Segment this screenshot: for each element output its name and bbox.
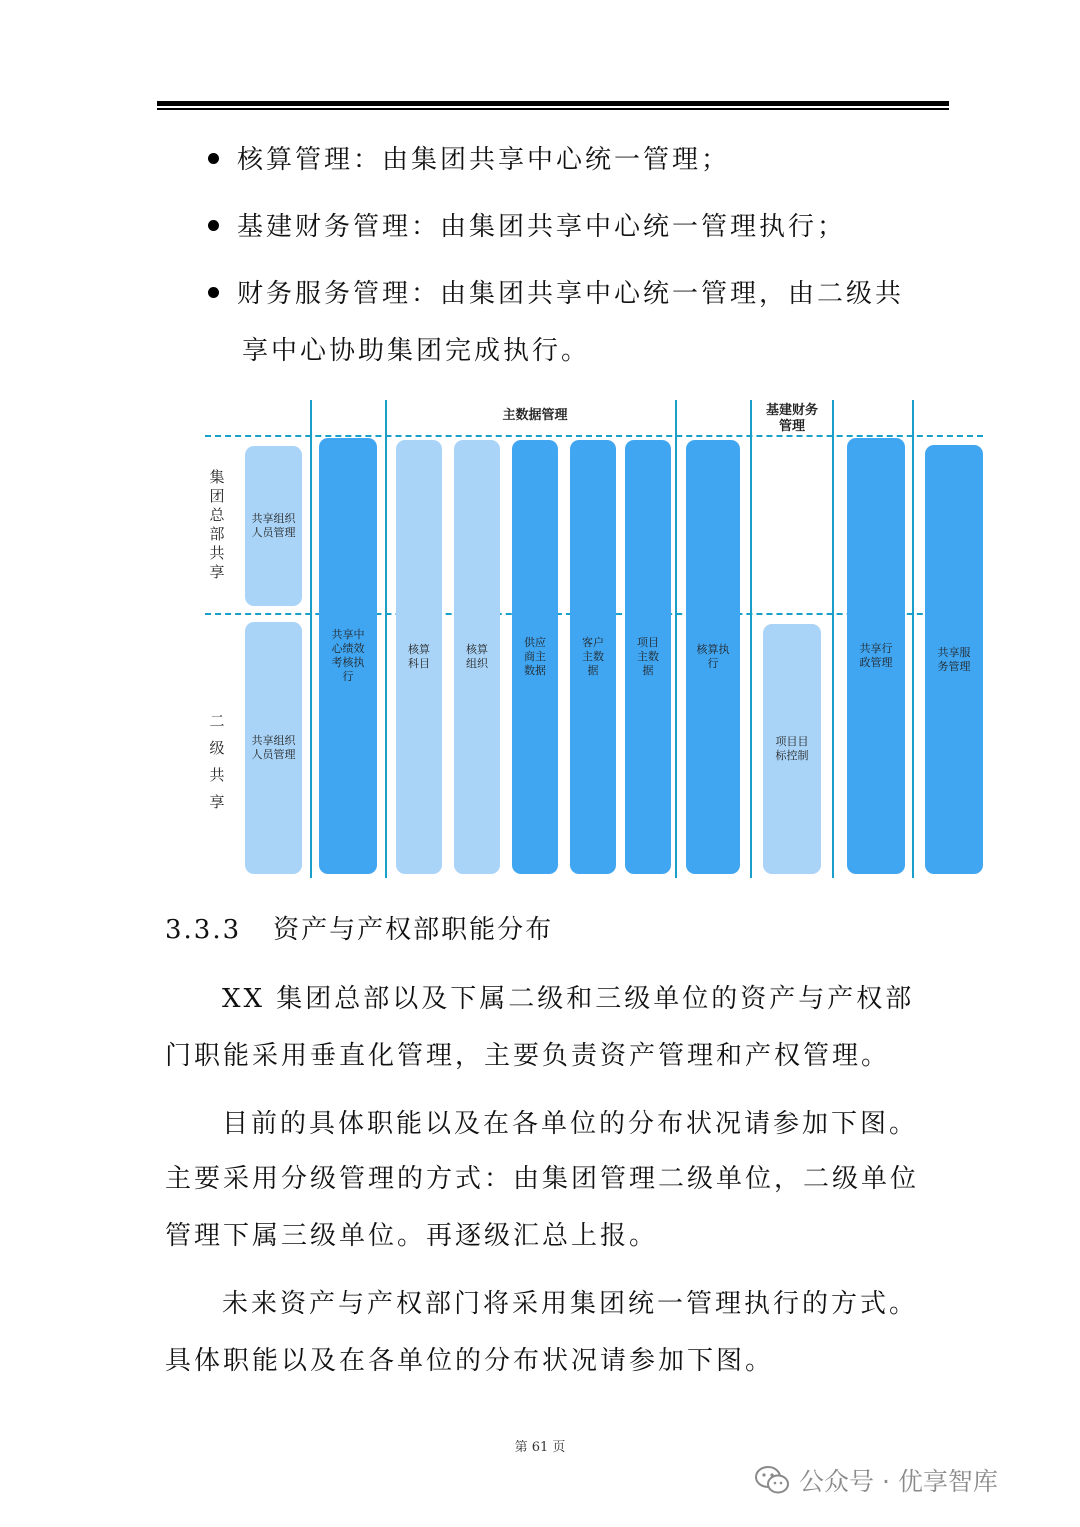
col-label: 核算 科目 <box>408 643 430 670</box>
col-performance-assessment <box>319 438 377 874</box>
col-label: 核算 组织 <box>466 643 488 670</box>
column-divider <box>675 400 677 878</box>
col-customer-master <box>570 440 616 874</box>
section-heading <box>165 917 553 943</box>
paragraph-line: 具体职能以及在各单位的分布状况请参加下图。 <box>165 1346 775 1376</box>
function-distribution-diagram <box>195 395 985 885</box>
col-label: 项目目 标控制 <box>775 735 809 762</box>
section-title: 资产与产权部职能分布 <box>273 915 554 945</box>
header-rule-thick <box>157 101 949 106</box>
col-project-master <box>625 440 671 874</box>
col-label: 供应 商主 数据 <box>524 636 546 677</box>
col-label: 共享行 政管理 <box>859 642 893 669</box>
row-label-hq-shared: 集 团 总 部 共 享 <box>209 468 225 581</box>
bullet-dot-icon <box>208 153 219 164</box>
paragraph-line: XX 集团总部以及下属二级和三级单位的资产与产权部 <box>222 984 915 1014</box>
page-number: 第 61 页 <box>514 1440 566 1455</box>
bullet-item <box>208 281 904 307</box>
col-label: 共享组织 人员管理 <box>251 734 296 761</box>
col-project-target-control <box>763 624 821 874</box>
header-rule-thin <box>157 108 949 110</box>
col-label: 项目 主数 据 <box>637 636 659 677</box>
column-divider <box>750 400 752 878</box>
bullet-dot-icon <box>208 220 219 231</box>
col-shared-org-hq <box>245 446 302 606</box>
watermark-text: 公众号 · 优享智库 <box>799 1467 998 1496</box>
paragraph-line: 门职能采用垂直化管理，主要负责资产管理和产权管理。 <box>165 1041 891 1071</box>
paragraph-line: 管理下属三级单位。再逐级汇总上报。 <box>165 1221 659 1251</box>
watermark <box>755 1462 998 1498</box>
group-header-infrastructure: 基建财务 管理 <box>765 403 818 434</box>
bullet-text: 核算管理：由集团共享中心统一管理； <box>237 145 731 175</box>
row-label-second-level: 二 级 共 享 <box>209 712 225 811</box>
col-shared-org-second <box>245 622 302 874</box>
bullet-text: 财务服务管理：由集团共享中心统一管理，由二级共 <box>237 279 905 309</box>
bullet-text: 基建财务管理：由集团共享中心统一管理执行； <box>237 212 847 242</box>
col-label: 核算执 行 <box>696 643 730 670</box>
bullet-item <box>208 147 730 173</box>
col-label: 共享中 心绩效 考核执 行 <box>331 628 365 683</box>
column-divider <box>912 400 914 878</box>
col-shared-service <box>925 445 983 874</box>
col-supplier-master <box>512 440 558 874</box>
col-accounting-subject <box>396 440 442 874</box>
col-accounting-org <box>454 440 500 874</box>
bullet-item <box>208 214 846 240</box>
group-header-master-data: 主数据管理 <box>502 408 568 423</box>
paragraph-line: 主要采用分级管理的方式：由集团管理二级单位，二级单位 <box>165 1164 920 1194</box>
bullet-continuation: 享中心协助集团完成执行。 <box>242 336 591 366</box>
wechat-icon <box>755 1465 789 1495</box>
col-label: 共享组织 人员管理 <box>251 512 296 539</box>
column-divider <box>310 400 312 878</box>
column-divider <box>385 400 387 878</box>
divider-top-dashed <box>205 435 983 437</box>
col-label: 客户 主数 据 <box>582 636 604 677</box>
col-shared-admin <box>847 438 905 874</box>
col-accounting-execution <box>686 440 740 874</box>
col-label: 共享服 务管理 <box>937 645 971 673</box>
bullet-dot-icon <box>208 287 219 298</box>
paragraph-line: 目前的具体职能以及在各单位的分布状况请参加下图。 <box>222 1109 919 1139</box>
section-number: 3.3.3 <box>165 915 242 945</box>
column-divider <box>832 400 834 878</box>
paragraph-line: 未来资产与产权部门将采用集团统一管理执行的方式。 <box>222 1289 919 1319</box>
